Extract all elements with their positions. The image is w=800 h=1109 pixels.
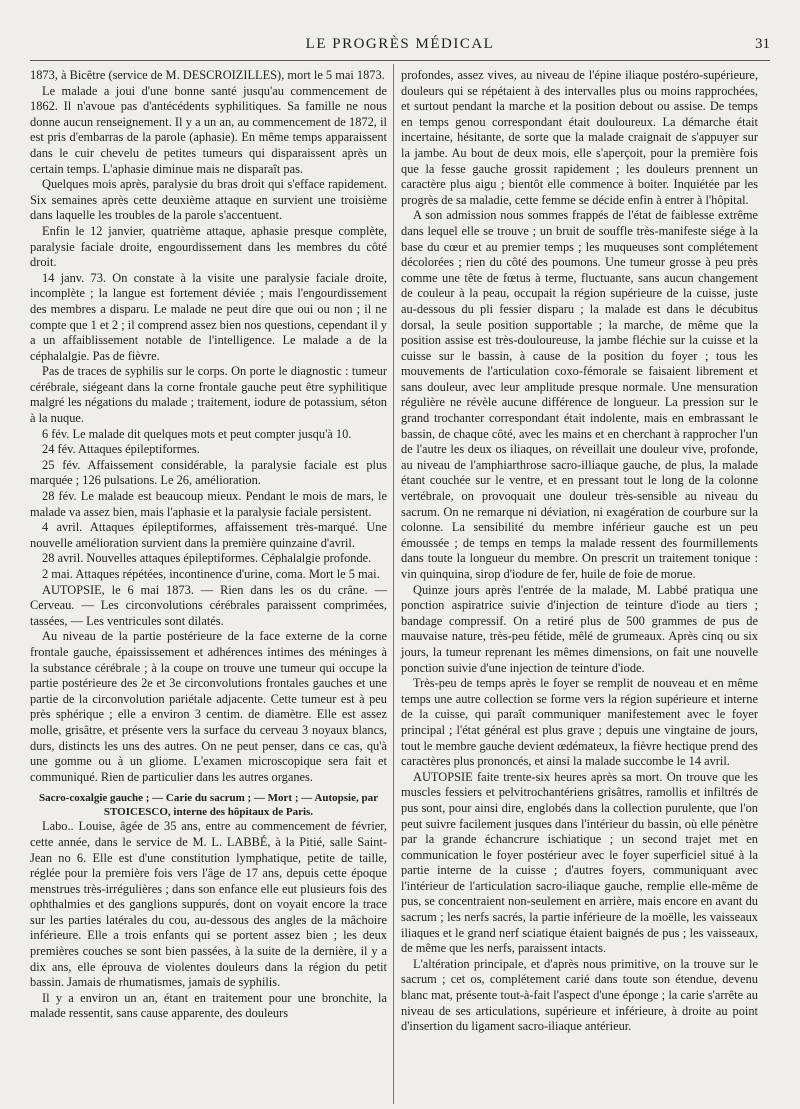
paragraph: Très-peu de temps après le foyer se remplit de nouveau et en même temps une autre collection se forme vers la région supérieure et interne de la cuisse, qui paraît communiquer manifestement avec le foyer principal ; l'état général est plus grave ; depuis une vingtaine de jours, tout le membre gauche devient œdémateux, la fièvre hectique prend des caractères plus prononcés, et ainsi la malade succombe le 14 avril. [401, 676, 758, 769]
paragraph: 24 fév. Attaques épileptiformes. [42, 442, 200, 457]
paragraph: Pas de traces de syphilis sur le corps. On porte le diagnostic : tumeur cérébrale, siégeant dans la corne frontale gauche peut être syphilitique malgré les négations du malade ; traitement, iodure de potassium, séton à la nuque. [30, 364, 387, 426]
paragraph: Enfin le 12 janvier, quatrième attaque, aphasie presque complète, paralysie faciale droite, engourdissement dans les membres du côté droit. [30, 223, 387, 270]
paragraph: Au niveau de la partie postérieure de la face externe de la corne frontale gauche, épaississement et adhérences intimes des méninges à la substance cérébrale ; à la coupe on trouve une tumeur qui occupe la partie postérieure des 2e et 3e circonvolutions frontales gauches et une partie de la circonvolution pariétale adjacente. Cette tumeur est à peu près sphérique ; elle a environ 3 centim. de diamètre. Elle est assez molle, grisâtre, et présente vers la surface du cerveau 3 noyaux blancs, durs, distincts les uns des autres. On ne peut penser, dans ce cas, qu'à une gomme ou à un gliome. L'examen microscopique sera fait et communiqué. Rien de particulier dans les autres organes. [30, 629, 387, 784]
paragraph: 1873, à Bicêtre (service de M. DESCROIZILLES), mort le 5 mai 1873. [30, 68, 385, 82]
autopsy-paragraph: AUTOPSIE faite trente-six heures après sa mort. On trouve que les muscles fessiers et pelvitrochantériens grisâtres, ramollis et infiltrés de pus sont, pour ainsi dire, englobés dans la collection purulente, que l'on peut suivre facilement jusques dans l'intérieur du bassin, où elle pénètre par la grande échancrure ischiatique ; un second trajet met en communication le foyer postérieur avec le foyer superficiel situé à la partie interne de la cuisse ; d'autres foyers, communiquant avec l'intérieur de l'articulation sacro-iliaque gauche, remplie elle-même de pus, se concentraient non-seulement en arrière, mais encore en avant du sacrum ; les nerfs sacrés, la partie inférieure de la moëlle, les vaisseaux iliaques et le grand nerf sciatique étaient baignés de pus ; les vaisseaux, de même que les nerfs, paraissent intacts. [401, 769, 758, 956]
paragraph: A son admission nous sommes frappés de l'état de faiblesse extrême dans lequel elle se trouve ; un bruit de souffle très-manifeste siége à la base du cœur et au premier temps ; les muqueuses sont complétement décolorées ; rien du côté des poumons. Une tumeur grosse à peu près comme une tête de fœtus à terme, fluctuante, sans aucun changement de couleur à la peau, occupait la région supérieure de la cuisse, juste au-dessous du pli fessier disparu ; la malade est dans le décubitus dorsal, la seule position supportable ; la marche, de même que la position assise est très-douloureuse, la jambe fléchie sur la cuisse et la cuisse sur le bassin, à cause de la position du foyer ; tous les mouvements de l'articulation coxo-fémorale se faisaient librement et sans douleur, avec leur amplitude presque normale. Une mensuration régulière ne révèle aucune différence de longueur. La pression sur le grand trochanter correspondant était indolente, mais en embrassant le bassin, de chaque côté, avec les mains et en cherchant à rapprocher l'un de l'autre les deux os iliaques, on réveillait une douleur vive, profonde, au niveau de l'amphiarthrose sacro-illiaque gauche, de plus, la malade étant couchée sur le ventre, et en pressant tout le long de la colonne vertébrale, on provoquait une douleur très-sensible au niveau du sacrum. On ne remarque ni déviation, ni exagération de courbure sur la colonne. La sensibilité du membre inférieur gauche est un peu émoussée ; de temps en temps la malade ressent des fourmillements dans toute la longueur du membre. On prescrit un traitement tonique : vin quinquina, sirop d'iodure de fer, huile de foie de morue. [401, 208, 758, 581]
paragraph: L'altération principale, et d'après nous primitive, on la trouve sur le sacrum ; cet os, complétement carié dans toute son étendue, devenu blanc mat, présente tout-à-fait l'aspect d'une éponge ; la carie s'arrête au niveau de ses articulations, supérieure et inférieure, à droite au point d'insertion du ligament sacro-iliaque antérieur. [401, 956, 758, 1034]
paragraph: 2 mai. Attaques répétées, incontinence d'urine, coma. Mort le 5 mai. [42, 567, 380, 581]
paragraph: 6 fév. Le malade dit quelques mots et peut compter jusqu'à 10. [42, 426, 352, 441]
paragraph: Quelques mois après, paralysie du bras droit qui s'efface rapidement. Six semaines après cette deuxième attaque en survient une troisième dans laquelle les troubles de la parole s'accentuent. [30, 177, 387, 223]
autopsy-paragraph: AUTOPSIE, le 6 mai 1873. — Rien dans les os du crâne. — Cerveau. — Les circonvolutions cérébrales paraissent comprimées, tassées, — Les ventricules sont dilatés. [30, 582, 387, 628]
paragraph: Il y a environ un an, étant en traitement pour une bronchite, la malade ressentit, sans cause apparente, des douleurs [30, 990, 387, 1021]
paragraph: Le malade a joui d'une bonne santé jusqu'au commencement de 1862. Il n'avoue pas d'antécédents syphilitiques. Sa famille ne nous donne aucun renseignement. Il y a un an, au commencement de 1872, il est pris d'embarras de la parole (aphasie). En même temps apparaissent dans le cuir chevelu de petites tumeurs qui disparaissent après un certain temps. L'aphasie diminue mais ne disparaît pas. [30, 83, 387, 176]
paragraph: 4 avril. Attaques épileptiformes, affaissement très-marqué. Une nouvelle amélioration survient dans la première quinzaine d'avril. [30, 520, 387, 550]
paragraph: Labo.. Louise, âgée de 35 ans, entre au commencement de février, cette année, dans le service de M. L. LABBÉ, à la Pitié, salle Saint-Jean no 6. Elle est d'une constitution lymphatique, petite de taille, réglée pour la première fois vers l'âge de 17 ans, depuis cette époque menstrues très-irrégulières ; dans son enfance elle eut plusieurs fois des ophthalmies et des ganglions suppurés, dont on voyait encore la trace sur les parties latérales du cou, au-dessous des angles de la mâchoire inférieure. Elle a trois enfants qui se portent assez bien ; les deux premières couches se sont bien passées, à la suite de la dernière, il y a dix ans, elle éprouva de violentes douleurs dans la région du petit bassin. Jamais de rhumatismes, jamais de syphilis. [30, 819, 387, 990]
paragraph: 28 fév. Le malade est beaucoup mieux. Pendant le mois de mars, le malade va assez bien, mais l'aphasie et la paralysie faciale persistent. [30, 489, 387, 519]
left-column [30, 68, 387, 1022]
page-number: 31 [755, 36, 770, 52]
right-column [401, 68, 758, 1035]
paragraph: 14 janv. 73. On constate à la visite une paralysie faciale droite, incomplète ; la langue est fortement déviée ; mais l'engourdissement des membres a disparu. Le malade ne peut dire que oui ou non ; il ne compte que 1 et 2 ; il comprend assez bien nos questions, cependant il y a un affaiblissement notable de l'intelligence. Le malade a de la céphalalgie. Pas de fièvre. [30, 270, 387, 363]
page-header [30, 36, 770, 61]
column-divider [393, 64, 394, 1104]
paragraph: profondes, assez vives, au niveau de l'épine iliaque postéro-supérieure, douleurs qui se répétaient à des intervalles plus ou moins rapprochées, et surtout pendant la marche et la position debout ou assise. De temps en temps genou correspondant était douloureux. La démarche était incertaine, hésitante, de sorte que la malade craignait de s'appuyer sur la jambe. Au bout de deux mois, elle s'aperçoit, pour la première fois que la fesse gauche grossit rapidement ; les douleurs prennent un caractère plus aigu ; bientôt elle commence à boiter. Inquiétée par les progrès de sa maladie, cette femme se décide enfin à entrer à l'hôpital. [401, 68, 758, 207]
paragraph: 28 avril. Nouvelles attaques épileptiformes. Céphalalgie profonde. [42, 551, 372, 566]
section-heading: Sacro-coxalgie gauche ; — Carie du sacrum ; — Mort ; — Autopsie, par STOICESCO, interne des hôpitaux de Paris. [39, 792, 378, 819]
paragraph: 25 fév. Affaissement considérable, la paralysie faciale est plus marquée ; 126 pulsations. Le 26, amélioration. [30, 457, 387, 488]
paragraph: Quinze jours après l'entrée de la malade, M. Labbé pratiqua une ponction aspiratrice suivie d'injection de teinture d'iode au tiers ; bandage compressif. On a retiré plus de 500 grammes de pus de mauvaise nature, très-peu fétide, mêlé de grumeaux. Après cinq ou six jours, la tumeur reprenant les mêmes dimensions, on fait une nouvelle ponction suivie d'une injection de teinture d'iode. [401, 582, 758, 675]
running-title: LE PROGRÈS MÉDICAL [305, 36, 495, 52]
